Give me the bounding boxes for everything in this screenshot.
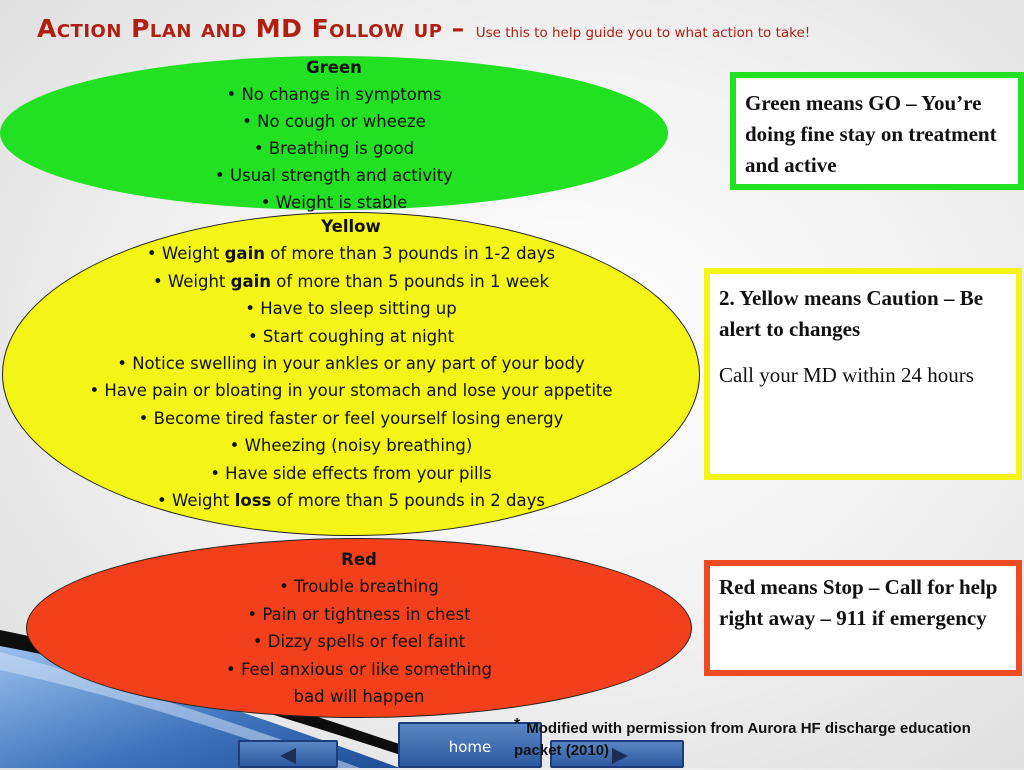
yellow-zone-item: • Weight gain of more than 3 pounds in 1-2 days (146, 244, 556, 264)
red-zone-ellipse (26, 538, 692, 718)
red-meaning-box (704, 560, 1022, 676)
back-button[interactable] (238, 740, 338, 768)
green-meaning-box (730, 72, 1024, 190)
green-zone-item: • Usual strength and activity (215, 166, 453, 185)
green-zone-item: • Weight is stable (260, 193, 408, 212)
green-zone-item: • Breathing is good (253, 139, 415, 158)
yellow-zone-item: • Weight gain of more than 5 pounds in 1 week (152, 271, 550, 291)
yellow-zone-item: • Start coughing at night (247, 326, 455, 346)
yellow-zone-item: • Weight loss of more than 5 pounds in 2 days (157, 491, 545, 511)
footnote-star: * (514, 716, 521, 733)
green-zone-ellipse (0, 56, 668, 210)
green-zone-item: • No cough or wheeze (242, 112, 426, 131)
yellow-zone-item: • Have side effects from your pills (210, 463, 492, 483)
red-zone-item: • Trouble breathing (279, 577, 439, 597)
yellow-zone-item: • Notice swelling in your ankles or any part of your body (117, 354, 585, 374)
red-zone-item: • Feel anxious or like something (225, 659, 493, 679)
yellow-meaning-body: Call your MD within 24 hours (719, 363, 974, 387)
green-zone-heading: Green (306, 58, 362, 77)
yellow-zone-heading: Yellow (321, 217, 381, 236)
yellow-zone-item: • Have pain or bloating in your stomach and lose your appetite (89, 381, 613, 401)
slide-title (37, 14, 810, 43)
yellow-zone-item: • Wheezing (noisy breathing) (229, 436, 473, 456)
back-arrow-icon (280, 748, 296, 764)
red-meaning-text: Red means Stop – Call for help right away – 911 if emergency (719, 575, 998, 630)
footnote-text: Modified with permission from Aurora HF discharge education packet (2010) (514, 720, 971, 759)
slide-title-subtitle: Use this to help guide you to what action to take! (475, 25, 811, 41)
yellow-meaning-heading: 2. Yellow means Caution – Be alert to changes (719, 286, 984, 341)
footnote (514, 714, 974, 762)
yellow-zone-item: • Have to sleep sitting up (245, 299, 457, 319)
green-zone-item: • No change in symptoms (226, 85, 442, 104)
yellow-zone-item: • Become tired faster or feel yourself losing energy (138, 408, 564, 428)
home-button-label: home (448, 738, 492, 756)
red-zone-item: • Dizzy spells or feel faint (252, 632, 466, 652)
red-zone-heading: Red (341, 550, 377, 569)
red-zone-item: bad will happen (293, 687, 425, 707)
slide-title-main: Action Plan and MD Follow up – (37, 14, 465, 43)
yellow-zone-ellipse (2, 212, 700, 536)
yellow-meaning-box (704, 268, 1022, 480)
red-zone-item: • Pain or tightness in chest (247, 604, 471, 624)
green-meaning-text: Green means GO – You’re doing fine stay on treatment and active (745, 91, 997, 177)
